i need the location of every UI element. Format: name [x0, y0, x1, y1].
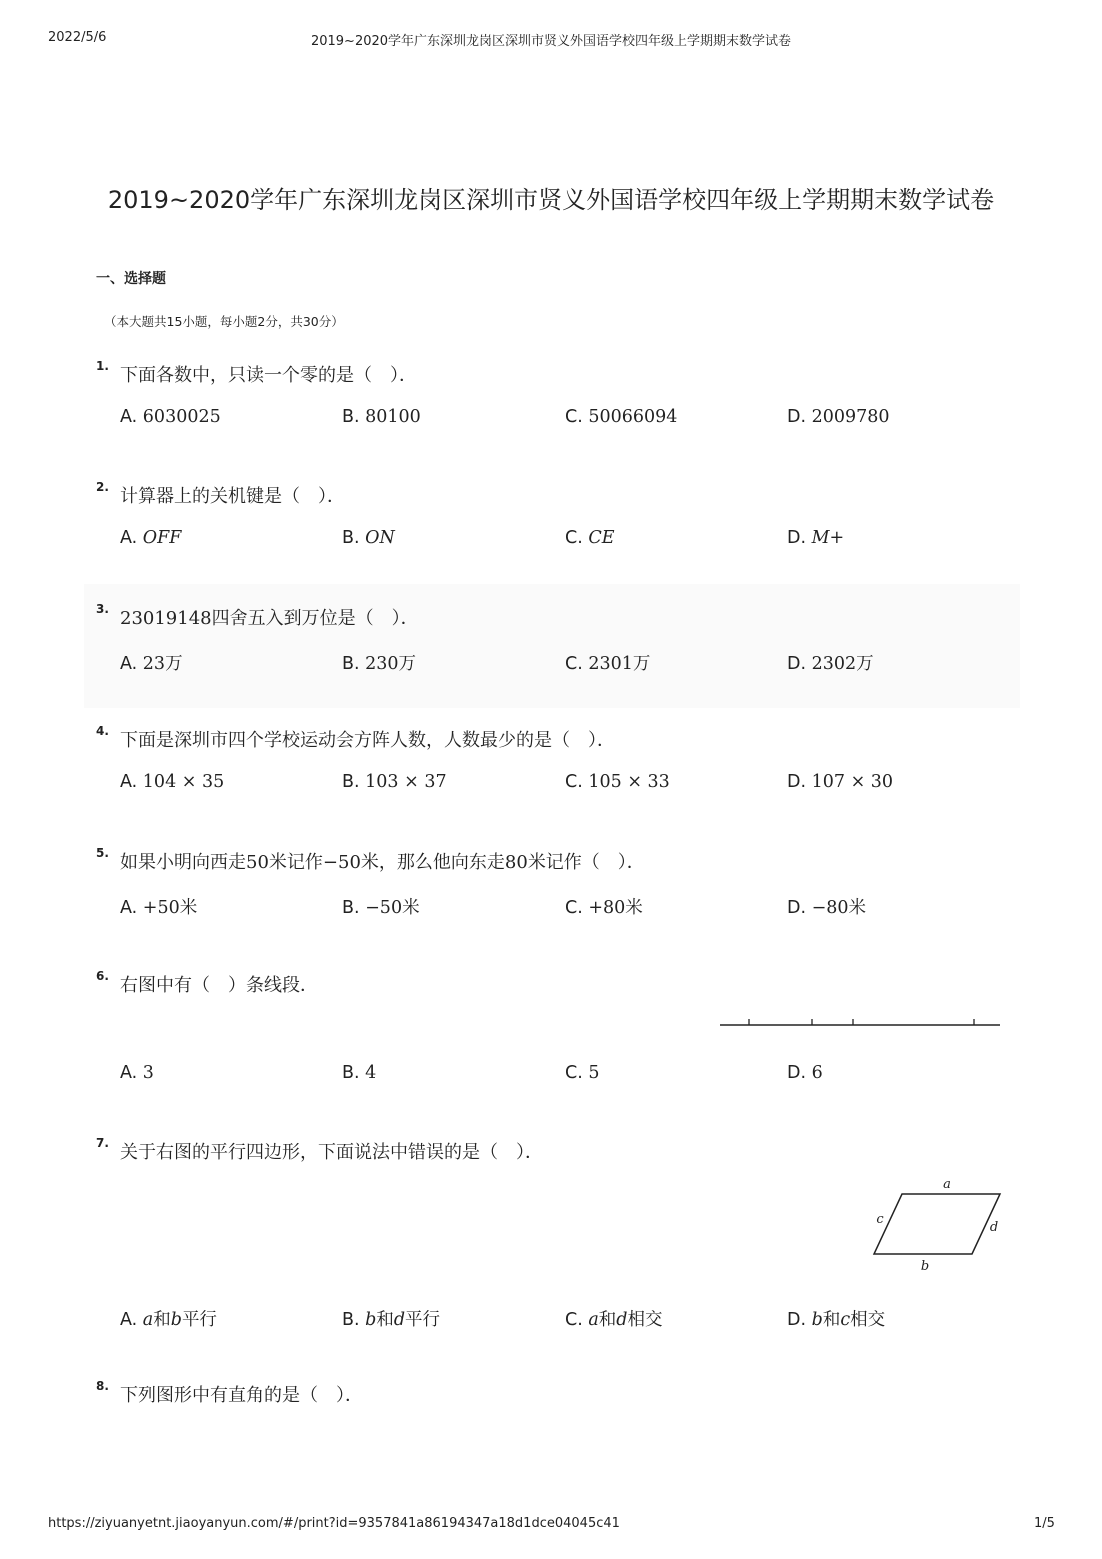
option-value: 2009780 [811, 407, 890, 427]
option-label: D. [787, 1310, 812, 1330]
option-number: −80 [811, 898, 849, 918]
option-a[interactable] [120, 1063, 154, 1083]
option-value: 6030025 [142, 407, 221, 427]
option-label: A. [120, 898, 143, 918]
option-label: C. [565, 1310, 589, 1330]
option-label: B. [342, 654, 366, 674]
stem-number: −50 [322, 852, 361, 873]
option-unit: 米 [179, 898, 198, 918]
option-label: A. [120, 654, 143, 674]
option-b[interactable] [342, 894, 420, 919]
line-segment-figure [716, 1015, 1016, 1035]
option-b[interactable] [342, 528, 395, 548]
option-label: A. [120, 772, 143, 792]
option-d[interactable] [787, 650, 874, 675]
option-value: ON [365, 528, 395, 548]
option-value: 104 × 35 [142, 772, 225, 792]
option-unit: 米 [848, 898, 867, 918]
option-number: +50 [142, 898, 180, 918]
option-a[interactable] [120, 407, 221, 427]
option-var: b [811, 1310, 823, 1330]
question-3 [84, 584, 1020, 708]
option-value: 4 [365, 1063, 377, 1083]
parallelogram-shape [874, 1194, 1000, 1254]
question-stem [120, 604, 419, 630]
option-label: D. [787, 654, 812, 674]
option-a[interactable] [120, 772, 224, 792]
option-b[interactable] [342, 1306, 440, 1331]
option-label: C. [565, 407, 589, 427]
question-stem: 下列图形中有直角的是（ ）． [120, 1385, 363, 1406]
option-value: 3 [142, 1063, 154, 1083]
question-7 [84, 1132, 1020, 1342]
question-1 [84, 355, 1020, 455]
option-label: C. [565, 654, 589, 674]
option-c[interactable] [565, 1306, 663, 1331]
document-title: 2019~2020学年广东深圳龙岗区深圳市贤义外国语学校四年级上学期期末数学试卷 [107, 186, 995, 214]
option-c[interactable] [565, 772, 670, 792]
option-label: C. [565, 1063, 589, 1083]
question-number: 4. [96, 724, 109, 738]
option-a[interactable] [120, 650, 183, 675]
option-label: A. [120, 1063, 143, 1083]
question-number: 3. [96, 602, 109, 616]
option-a[interactable] [120, 528, 181, 548]
question-number: 2. [96, 480, 109, 494]
question-2 [84, 476, 1020, 576]
option-text: 和 [598, 1310, 617, 1330]
option-b[interactable] [342, 407, 421, 427]
option-d[interactable] [787, 1063, 823, 1083]
option-c[interactable] [565, 528, 615, 548]
option-text: 平行 [181, 1310, 217, 1330]
option-label: B. [342, 898, 366, 918]
option-unit: 万 [856, 654, 874, 674]
option-text: 平行 [405, 1310, 441, 1330]
option-value: CE [588, 528, 615, 548]
question-8 [84, 1375, 1020, 1435]
stem-number: 50 [246, 852, 269, 873]
option-label: D. [787, 898, 812, 918]
option-value: 103 × 37 [365, 772, 447, 792]
side-label-c: c [876, 1212, 884, 1227]
question-stem: 计算器上的关机键是（ ）． [120, 486, 345, 507]
question-number: 5. [96, 846, 109, 860]
question-4 [84, 720, 1020, 820]
option-label: D. [787, 407, 812, 427]
option-value: 105 × 33 [588, 772, 670, 792]
question-stem: 下面各数中，只读一个零的是（ ）． [120, 365, 417, 386]
question-stem: 下面是深圳市四个学校运动会方阵人数，人数最少的是（ ）． [120, 730, 615, 751]
side-label-a: a [943, 1177, 951, 1192]
option-unit: 米 [625, 898, 643, 918]
question-number: 7. [96, 1136, 109, 1150]
option-label: A. [120, 1310, 143, 1330]
option-text: 相交 [850, 1310, 886, 1330]
option-label: D. [787, 1063, 812, 1083]
option-number: 2302 [811, 654, 857, 674]
option-number: 2301 [588, 654, 633, 674]
option-value: 50066094 [588, 407, 678, 427]
question-stem: 关于右图的平行四边形，下面说法中错误的是（ ）． [120, 1142, 543, 1163]
stem-number: 80 [504, 852, 528, 873]
parallelogram-figure [864, 1170, 1024, 1280]
option-value: M+ [811, 528, 845, 548]
question-stem [120, 848, 645, 874]
option-var: d [393, 1310, 406, 1330]
option-unit: 万 [165, 654, 183, 674]
option-a[interactable] [120, 1306, 217, 1331]
option-c[interactable] [565, 407, 677, 427]
option-c[interactable] [565, 1063, 600, 1083]
option-value: OFF [142, 528, 182, 548]
option-d[interactable] [787, 528, 844, 548]
option-number: 23 [142, 654, 166, 674]
stem-text: 米记作 [268, 852, 323, 873]
option-value: 6 [811, 1063, 823, 1083]
option-c[interactable] [565, 894, 643, 919]
option-text: 相交 [627, 1310, 663, 1330]
option-unit: 万 [398, 654, 417, 674]
option-d[interactable] [787, 772, 893, 792]
stem-number: 23019148 [120, 608, 212, 629]
option-label: B. [342, 772, 366, 792]
option-d[interactable] [787, 894, 866, 919]
option-b[interactable] [342, 772, 447, 792]
option-unit: 万 [632, 654, 651, 674]
option-d[interactable] [787, 1306, 885, 1331]
option-label: B. [342, 407, 366, 427]
option-label: C. [565, 528, 589, 548]
option-var: b [365, 1310, 377, 1330]
print-url: https://ziyuanyetnt.jiaoyanyun.com/#/print?id=9357841a86194347a18d1dce04045c41 [48, 1516, 620, 1531]
option-text: 和 [822, 1310, 841, 1330]
stem-text: 米，那么他向东走 [360, 852, 505, 873]
stem-text: 米记作（ ）． [527, 852, 645, 873]
option-text: 和 [376, 1310, 394, 1330]
option-label: C. [565, 898, 589, 918]
page-number: 1/5 [1034, 1516, 1055, 1531]
option-var: b [170, 1310, 182, 1330]
option-unit: 米 [402, 898, 420, 918]
option-value: 80100 [365, 407, 421, 427]
option-value: 5 [588, 1063, 600, 1083]
option-text: 和 [153, 1310, 171, 1330]
print-header-title: 2019~2020学年广东深圳龙岗区深圳市贤义外国语学校四年级上学期期末数学试卷 [310, 34, 792, 49]
option-var: c [840, 1310, 851, 1330]
print-date: 2022/5/6 [48, 30, 107, 45]
option-label: D. [787, 772, 812, 792]
option-d[interactable] [787, 407, 890, 427]
section-note: （本大题共15小题，每小题2分，共30分） [104, 314, 344, 329]
option-b[interactable] [342, 1063, 376, 1083]
option-label: C. [565, 772, 589, 792]
question-number: 8. [96, 1379, 109, 1393]
option-c[interactable] [565, 650, 650, 675]
option-b[interactable] [342, 650, 416, 675]
stem-text: 如果小明向西走 [120, 852, 246, 873]
option-label: A. [120, 528, 143, 548]
option-label: B. [342, 1063, 366, 1083]
option-var: d [616, 1310, 628, 1330]
side-label-d: d [989, 1220, 999, 1235]
option-number: −50 [365, 898, 403, 918]
option-label: A. [120, 407, 143, 427]
question-5 [84, 842, 1020, 942]
option-number: +80 [588, 898, 626, 918]
section-title: 一、选择题 [96, 271, 166, 287]
option-label: D. [787, 528, 812, 548]
question-stem: 右图中有（ ）条线段． [120, 975, 318, 996]
question-number: 6. [96, 969, 109, 983]
stem-text: 四舍五入到万位是（ ）． [211, 608, 419, 629]
option-label: B. [342, 528, 366, 548]
option-number: 230 [365, 654, 399, 674]
option-var: a [588, 1310, 599, 1330]
option-label: B. [342, 1310, 366, 1330]
question-6 [84, 965, 1020, 1095]
side-label-b: b [920, 1259, 930, 1274]
option-a[interactable] [120, 894, 197, 919]
option-value: 107 × 30 [811, 772, 894, 792]
question-number: 1. [96, 359, 109, 373]
option-var: a [142, 1310, 154, 1330]
